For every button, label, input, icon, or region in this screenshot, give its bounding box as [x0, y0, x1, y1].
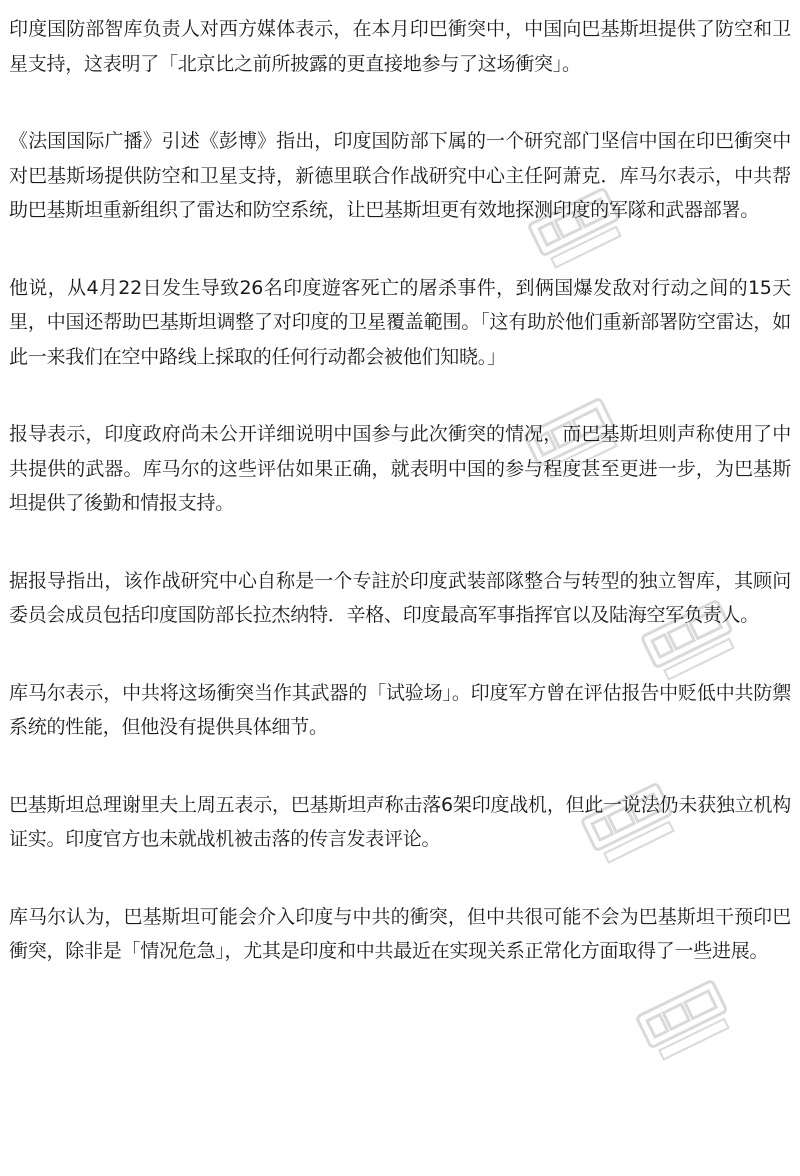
- paragraph: 报导表示，印度政府尚未公开详细说明中国参与此次衝突的情况，而巴基斯坦则声称使用了中共提供的武器。库马尔的这些评估如果正确，就表明中国的参与程度甚至更进一步，为巴基斯坦提供了後勤和情报支持。: [9, 423, 791, 514]
- paragraph: 库马尔表示，中共将这场衝突当作其武器的「试验场」。印度军方曾在评估报告中贬低中共防禦系统的性能，但他没有提供具体细节。: [9, 681, 791, 738]
- paragraph: 巴基斯坦总理谢里夫上周五表示，巴基斯坦声称击落6架印度战机，但此一说法仍未获独立机构证实。印度官方也未就战机被击落的传言发表评论。: [9, 793, 791, 850]
- paragraph: 据报导指出，该作战研究中心自称是一个专註於印度武装部隊整合与转型的独立智库，其顾问委员会成员包括印度国防部长拉杰纳特．辛格、印度最高军事指挥官以及陆海空军负责人。: [9, 569, 791, 626]
- paragraph: 库马尔认为，巴基斯坦可能会介入印度与中共的衝突，但中共很可能不会为巴基斯坦干预印巴衝突，除非是「情况危急」，尤其是印度和中共最近在实现关系正常化方面取得了一些进展。: [9, 905, 791, 962]
- watermark-logo: [631, 975, 741, 1071]
- paragraph: 印度国防部智库负责人对西方媒体表示，在本月印巴衝突中，中国向巴基斯坦提供了防空和卫星支持，这表明了「北京比之前所披露的更直接地参与了这场衝突」。: [9, 18, 791, 75]
- westca-logo-icon: [631, 975, 741, 1071]
- paragraph: 《法国国际广播》引述《彭博》指出，印度国防部下属的一个研究部门坚信中国在印巴衝突中对巴基斯场提供防空和卫星支持，新德里联合作战研究中心主任阿萧克．库马尔表示，中共帮助巴基斯坦重新组织了雷达和防空系统，让巴基斯坦更有效地探测印度的军隊和武器部署。: [9, 130, 791, 221]
- paragraph: 他说，从4月22日发生导致26名印度遊客死亡的屠杀事件，到俩国爆发敌对行动之间的15天里，中国还帮助巴基斯坦调整了对印度的卫星覆盖範围。「这有助於他们重新部署防空雷达，如此一来我们在空中路线上採取的任何行动都会被他们知晓。」: [9, 276, 791, 368]
